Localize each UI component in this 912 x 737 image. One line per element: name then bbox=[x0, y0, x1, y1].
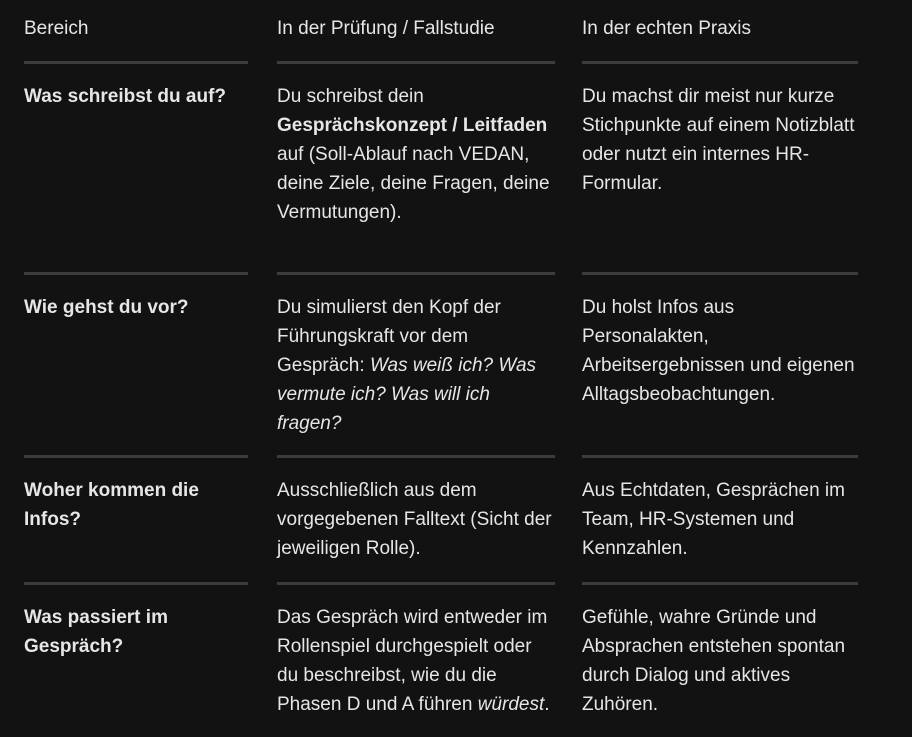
divider bbox=[277, 582, 555, 585]
exam-text: . bbox=[544, 694, 550, 715]
exam-cell bbox=[277, 603, 555, 719]
header-exam: In der Prüfung / Fallstudie bbox=[277, 18, 495, 39]
divider bbox=[24, 61, 248, 64]
row-label: Wie gehst du vor? bbox=[24, 297, 189, 318]
divider bbox=[24, 455, 248, 458]
divider bbox=[582, 455, 858, 458]
divider bbox=[582, 582, 858, 585]
row-label: Woher kommen die Infos? bbox=[24, 480, 199, 530]
practice-cell: Du machst dir meist nur kurze Stichpunkte auf einem Notizblatt oder nutzt ein internes HR-Formular. bbox=[582, 86, 855, 194]
exam-text: Du schreibst dein bbox=[277, 86, 424, 107]
exam-cell bbox=[277, 293, 555, 438]
row-label: Was schreibst du auf? bbox=[24, 86, 226, 107]
exam-cell: Ausschließlich aus dem vorgegebenen Falltext (Sicht der jeweiligen Rolle). bbox=[277, 480, 552, 559]
divider bbox=[582, 61, 858, 64]
header-practice: In der echten Praxis bbox=[582, 18, 751, 39]
exam-bold-text: Gesprächskonzept / Leitfaden bbox=[277, 115, 548, 136]
divider bbox=[24, 582, 248, 585]
table-header bbox=[0, 14, 912, 44]
exam-italic-text: Was weiß ich? Was vermute ich? Was will ich fragen? bbox=[277, 355, 537, 434]
exam-text: Du simulierst den Kopf der Führungskraft vor dem Gespräch: bbox=[277, 297, 501, 376]
divider bbox=[24, 272, 248, 275]
exam-text: Das Gespräch wird entweder im Rollenspiel durchgespielt oder du beschreibst, wie du die Phasen D und A führen bbox=[277, 607, 548, 715]
exam-italic-text: würdest bbox=[477, 694, 545, 715]
divider bbox=[277, 272, 555, 275]
exam-cell bbox=[277, 82, 555, 227]
practice-cell: Aus Echtdaten, Gesprächen im Team, HR-Systemen und Kennzahlen. bbox=[582, 480, 845, 559]
divider bbox=[582, 272, 858, 275]
divider bbox=[277, 61, 555, 64]
practice-cell: Du holst Infos aus Personalakten, Arbeitsergebnissen und eigenen Alltagsbeobachtungen. bbox=[582, 297, 855, 405]
exam-text: auf (Soll-Ablauf nach VEDAN, deine Ziele, deine Fragen, deine Vermutungen). bbox=[277, 144, 550, 223]
row-label: Was passiert im Gespräch? bbox=[24, 607, 168, 657]
header-bereich: Bereich bbox=[24, 18, 89, 39]
practice-cell: Gefühle, wahre Gründe und Absprachen entstehen spontan durch Dialog und aktives Zuhören. bbox=[582, 607, 846, 715]
divider bbox=[277, 455, 555, 458]
